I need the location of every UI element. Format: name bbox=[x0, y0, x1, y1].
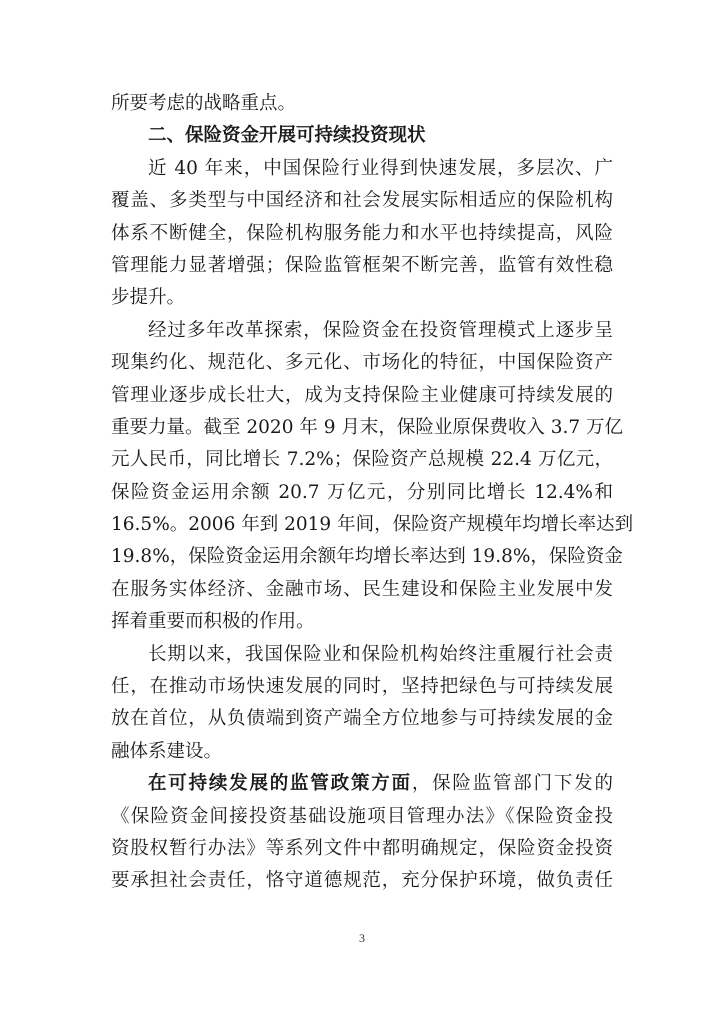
paragraph-line: 保险资金运用余额 20.7 万亿元，分别同比增长 12.4%和 bbox=[111, 481, 613, 503]
paragraph-line: 管理能力显著增强；保险监管框架不断完善，监管有效性稳 bbox=[111, 254, 613, 276]
paragraph-line: 《保险资金间接投资基础设施项目管理办法》《保险资金投 bbox=[111, 805, 613, 827]
paragraph-line: 19.8%，保险资金运用余额年均增长率达到 19.8%，保险资金 bbox=[111, 546, 623, 568]
paragraph-line: 在服务实体经济、金融市场、民生建设和保险主业发展中发 bbox=[111, 578, 613, 600]
paragraph-line: 融体系建设。 bbox=[111, 740, 223, 762]
intro-tail-line: 所要考虑的战略重点。 bbox=[111, 93, 297, 114]
paragraph-line: 步提升。 bbox=[111, 287, 186, 309]
paragraph-line: 近 40 年来，中国保险行业得到快速发展，多层次、广 bbox=[148, 157, 613, 179]
paragraph-1 bbox=[111, 153, 613, 315]
paragraph-line: 要承担社会责任，恪守道德规范，充分保护环境，做负责任 bbox=[111, 870, 613, 892]
paragraph-line: 经过多年改革探索，保险资金在投资管理模式上逐步呈 bbox=[148, 319, 613, 341]
first-line-rest: ，保险监管部门下发的 bbox=[411, 773, 613, 795]
page-number: 3 bbox=[359, 931, 365, 945]
paragraph-line: 管理业逐步成长壮大，成为支持保险主业健康可持续发展的 bbox=[111, 384, 613, 406]
paragraph-line: 体系不断健全，保险机构服务能力和水平也持续提高，风险 bbox=[111, 222, 613, 244]
paragraph-2 bbox=[111, 315, 634, 639]
section-heading: 二、保险资金开展可持续投资现状 bbox=[148, 125, 426, 147]
paragraph-3 bbox=[111, 639, 613, 769]
bold-lead-text: 在可持续发展的监管政策方面 bbox=[148, 773, 412, 795]
paragraph-line: 现集约化、规范化、多元化、市场化的特征，中国保险资产 bbox=[111, 352, 613, 374]
paragraph-line: 重要力量。截至 2020 年 9 月末，保险业原保费收入 3.7 万亿 bbox=[111, 416, 624, 438]
paragraph-line: 覆盖、多类型与中国经济和社会发展实际相适应的保险机构 bbox=[111, 190, 613, 212]
paragraph-line: 任，在推动市场快速发展的同时，坚持把绿色与可持续发展 bbox=[111, 676, 613, 698]
paragraph-line: 挥着重要而积极的作用。 bbox=[111, 611, 315, 633]
paragraph-line: 资股权暂行办法》等系列文件中都明确规定，保险资金投资 bbox=[111, 837, 613, 859]
document-page bbox=[111, 88, 634, 898]
paragraph-line: 放在首位，从负债端到资产端全方位地参与可持续发展的金 bbox=[111, 708, 613, 730]
paragraph-line-first bbox=[111, 768, 613, 800]
paragraph-line: 长期以来，我国保险业和保险机构始终注重履行社会责 bbox=[148, 643, 613, 665]
paragraph-line: 元人民币，同比增长 7.2%；保险资产总规模 22.4 万亿元， bbox=[111, 449, 613, 471]
paragraph-line: 16.5%。2006 年到 2019 年间，保险资产规模年均增长率达到 bbox=[111, 514, 634, 536]
paragraph-4 bbox=[111, 768, 613, 898]
